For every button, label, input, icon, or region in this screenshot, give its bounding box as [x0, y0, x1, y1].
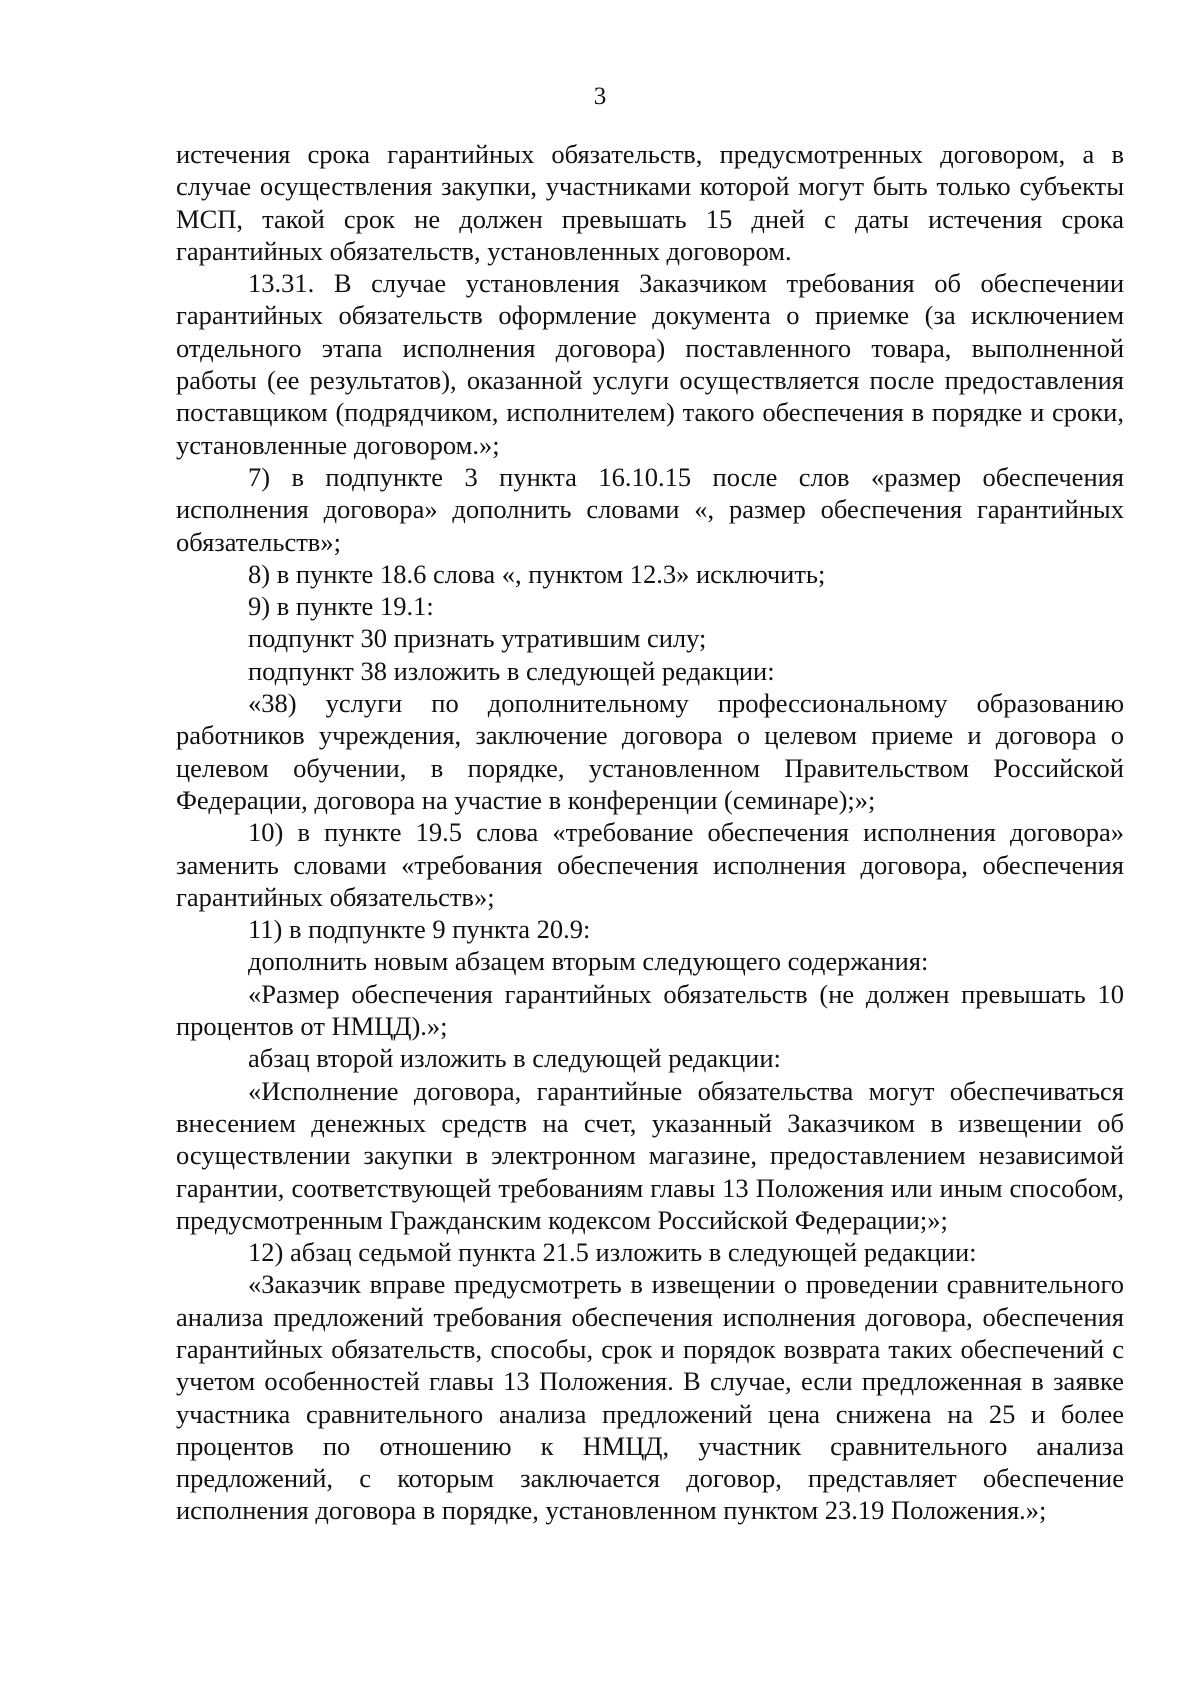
paragraph-subitem-38: подпункт 38 изложить в следующей редакции:: [248, 655, 775, 686]
paragraph-subitem-38-text: «38) услуги по дополнительному профессиональному образованию работников учреждения, заключение договора о целевом приеме и договора о целевом обучении, в порядке, установленном Правительством Российской Федерации, договора на участие в конференции (семинаре);»;: [176, 688, 1124, 815]
paragraph-new-second-abzats: дополнить новым абзацем вторым следующего содержания:: [248, 946, 929, 977]
document-body: [176, 138, 1124, 1527]
paragraph-item-11: 11) в подпункте 9 пункта 20.9:: [248, 914, 591, 945]
paragraph-customer-rights: «Заказчик вправе предусмотреть в извещении о проведении сравнительного анализа предложений требования обеспечения исполнения договора, обеспечения гарантийных обязательств, способы, срок и порядок возврата таких обеспечений с учетом особенностей главы 13 Положения. В случае, если предложенная в заявке участника сравнительного анализа предложений цена снижена на 25 и более процентов по отношению к НМЦД, участник сравнительного анализа предложений, с которым заключается договор, представляет обеспечение исполнения договора в порядке, установленном пунктом 23.19 Положения.»;: [176, 1269, 1124, 1526]
paragraph-warranty-size: «Размер обеспечения гарантийных обязательств (не должен превышать 10 процентов от НМЦД).»;: [176, 978, 1124, 1042]
paragraph-item-10: 10) в пункте 19.5 слова «требование обеспечения исполнения договора» заменить словами «требования обеспечения исполнения договора, обеспечения гарантийных обязательств»;: [176, 817, 1124, 912]
paragraph-subitem-30: подпункт 30 признать утратившим силу;: [248, 623, 707, 654]
paragraph-item-8: 8) в пункте 18.6 слова «, пунктом 12.3» исключить;: [248, 558, 826, 589]
paragraph-item-7: 7) в подпункте 3 пункта 16.10.15 после слов «размер обеспечения исполнения договора» дополнить словами «, размер обеспечения гарантийных обязательств»;: [176, 461, 1124, 557]
paragraph-second-abzats-edit: абзац второй изложить в следующей редакции:: [248, 1043, 781, 1074]
paragraph-continuation: истечения срока гарантийных обязательств, предусмотренных договором, а в случае осуществления закупки, участниками которой могут быть только субъекты МСП, такой срок не должен превышать 15 дней с даты истечения срока гарантийных обязательств, установленных договором.: [176, 139, 1124, 266]
paragraph-item-12: 12) абзац седьмой пункта 21.5 изложить в следующей редакции:: [248, 1237, 977, 1268]
paragraph-security-methods: «Исполнение договора, гарантийные обязательства могут обеспечиваться внесением денежных средств на счет, указанный Заказчиком в извещении об осуществлении закупки в электронном магазине, предоставлением независимой гарантии, соответствующей требованиям главы 13 Положения или иным способом, предусмотренным Гражданским кодексом Российской Федерации;»;: [176, 1075, 1124, 1235]
paragraph-13-31: 13.31. В случае установления Заказчиком требования об обеспечении гарантийных обязательств оформление документа о приемке (за исключением отдельного этапа исполнения договора) поставленного товара, выполненной работы (ее результатов), оказанной услуги осуществляется после предоставления поставщиком (подрядчиком, исполнителем) такого обеспечения в порядке и сроки, установленные договором.»;: [176, 268, 1124, 460]
page-number: 3: [593, 83, 607, 110]
paragraph-item-9: 9) в пункте 19.1:: [248, 591, 434, 622]
